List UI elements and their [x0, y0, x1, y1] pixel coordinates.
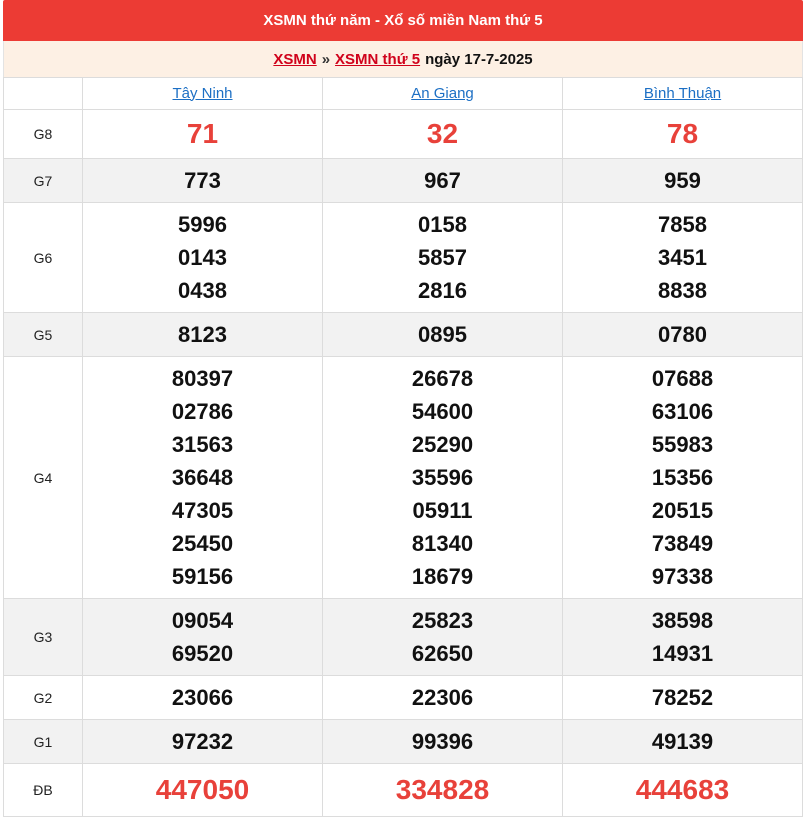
prize-number: 3451 [658, 245, 707, 270]
prize-number: 78252 [651, 685, 714, 710]
results-panel [3, 0, 803, 817]
prize-number: 78 [666, 118, 699, 149]
prize-number: 5857 [418, 245, 467, 270]
prize-number: 62650 [411, 641, 474, 666]
prize-row-g2 [4, 676, 803, 720]
province-link-binh-thuan[interactable]: Bình Thuận [643, 84, 722, 102]
prize-number: 0438 [178, 278, 227, 303]
prize-number: 26678 [411, 366, 474, 391]
prize-row-g8 [4, 110, 803, 159]
prize-number: 81340 [411, 531, 474, 556]
prize-label: G7 [4, 159, 83, 203]
prize-label: G2 [4, 676, 83, 720]
prize-number: 55983 [651, 432, 714, 457]
prize-number: 5996 [178, 212, 227, 237]
prize-number: 71 [186, 118, 219, 149]
prize-label: G6 [4, 203, 83, 313]
prize-label: G5 [4, 313, 83, 357]
prize-number: 23066 [171, 685, 234, 710]
results-table [3, 77, 803, 817]
prize-number: 25450 [171, 531, 234, 556]
prize-number: 25823 [411, 608, 474, 633]
prize-number: 54600 [411, 399, 474, 424]
prize-number: 02786 [171, 399, 234, 424]
prize-number: 0895 [418, 322, 467, 347]
prize-number: 05911 [412, 498, 473, 523]
prize-number: 2816 [418, 278, 467, 303]
prize-number: 31563 [171, 432, 234, 457]
prize-number: 32 [426, 118, 459, 149]
province-link-an-giang[interactable]: An Giang [411, 84, 474, 102]
prize-label: G1 [4, 720, 83, 764]
prize-number: 22306 [411, 685, 474, 710]
prize-number: 35596 [411, 465, 474, 490]
prize-number: 97338 [651, 564, 714, 589]
prize-number: 0158 [418, 212, 467, 237]
prize-number: 967 [424, 168, 461, 193]
prize-number: 49139 [651, 729, 714, 754]
prize-number: 7858 [658, 212, 707, 237]
prize-number: 773 [184, 168, 221, 193]
prize-label: G8 [4, 110, 83, 159]
breadcrumb-link-xsmn[interactable]: XSMN [273, 50, 317, 68]
page-title: XSMN thứ năm - Xổ số miền Nam thứ 5 [3, 0, 803, 41]
prize-number: 8123 [178, 322, 227, 347]
breadcrumb [3, 41, 803, 77]
prize-number: 0780 [658, 322, 707, 347]
prize-row-g7 [4, 159, 803, 203]
prize-number: 73849 [651, 531, 714, 556]
prize-label: G3 [4, 599, 83, 676]
prize-number: 959 [664, 168, 701, 193]
special-prize-number: 334828 [395, 774, 490, 805]
draw-date: ngày 17-7-2025 [425, 50, 533, 68]
prize-number: 09054 [171, 608, 234, 633]
prize-number: 97232 [171, 729, 234, 754]
prize-number: 36648 [171, 465, 234, 490]
prize-number: 47305 [171, 498, 234, 523]
special-prize-number: 447050 [155, 774, 250, 805]
prize-number: 18679 [411, 564, 474, 589]
prize-row-g6 [4, 203, 803, 313]
prize-number: 59156 [171, 564, 234, 589]
special-prize-number: 444683 [635, 774, 730, 805]
breadcrumb-link-xsmn-thu-5[interactable]: XSMN thứ 5 [335, 50, 421, 68]
prize-number: 15356 [651, 465, 714, 490]
prize-number: 0143 [178, 245, 227, 270]
breadcrumb-separator: » [321, 50, 331, 68]
prize-number: 20515 [651, 498, 714, 523]
prize-number: 63106 [651, 399, 714, 424]
prize-row-special [4, 764, 803, 817]
prize-number: 99396 [411, 729, 474, 754]
prize-number: 14931 [651, 641, 714, 666]
prize-number: 80397 [171, 366, 234, 391]
prize-row-g5 [4, 313, 803, 357]
prize-row-g1 [4, 720, 803, 764]
prize-number: 8838 [658, 278, 707, 303]
prize-row-g4 [4, 357, 803, 599]
prize-label: ĐB [4, 764, 83, 817]
prize-number: 38598 [651, 608, 714, 633]
prize-row-g3 [4, 599, 803, 676]
province-link-tay-ninh[interactable]: Tây Ninh [172, 84, 233, 102]
prize-label: G4 [4, 357, 83, 599]
corner-cell [4, 78, 83, 110]
prize-number: 25290 [411, 432, 474, 457]
prize-number: 69520 [171, 641, 234, 666]
province-header-row [4, 78, 803, 110]
prize-number: 07688 [651, 366, 714, 391]
